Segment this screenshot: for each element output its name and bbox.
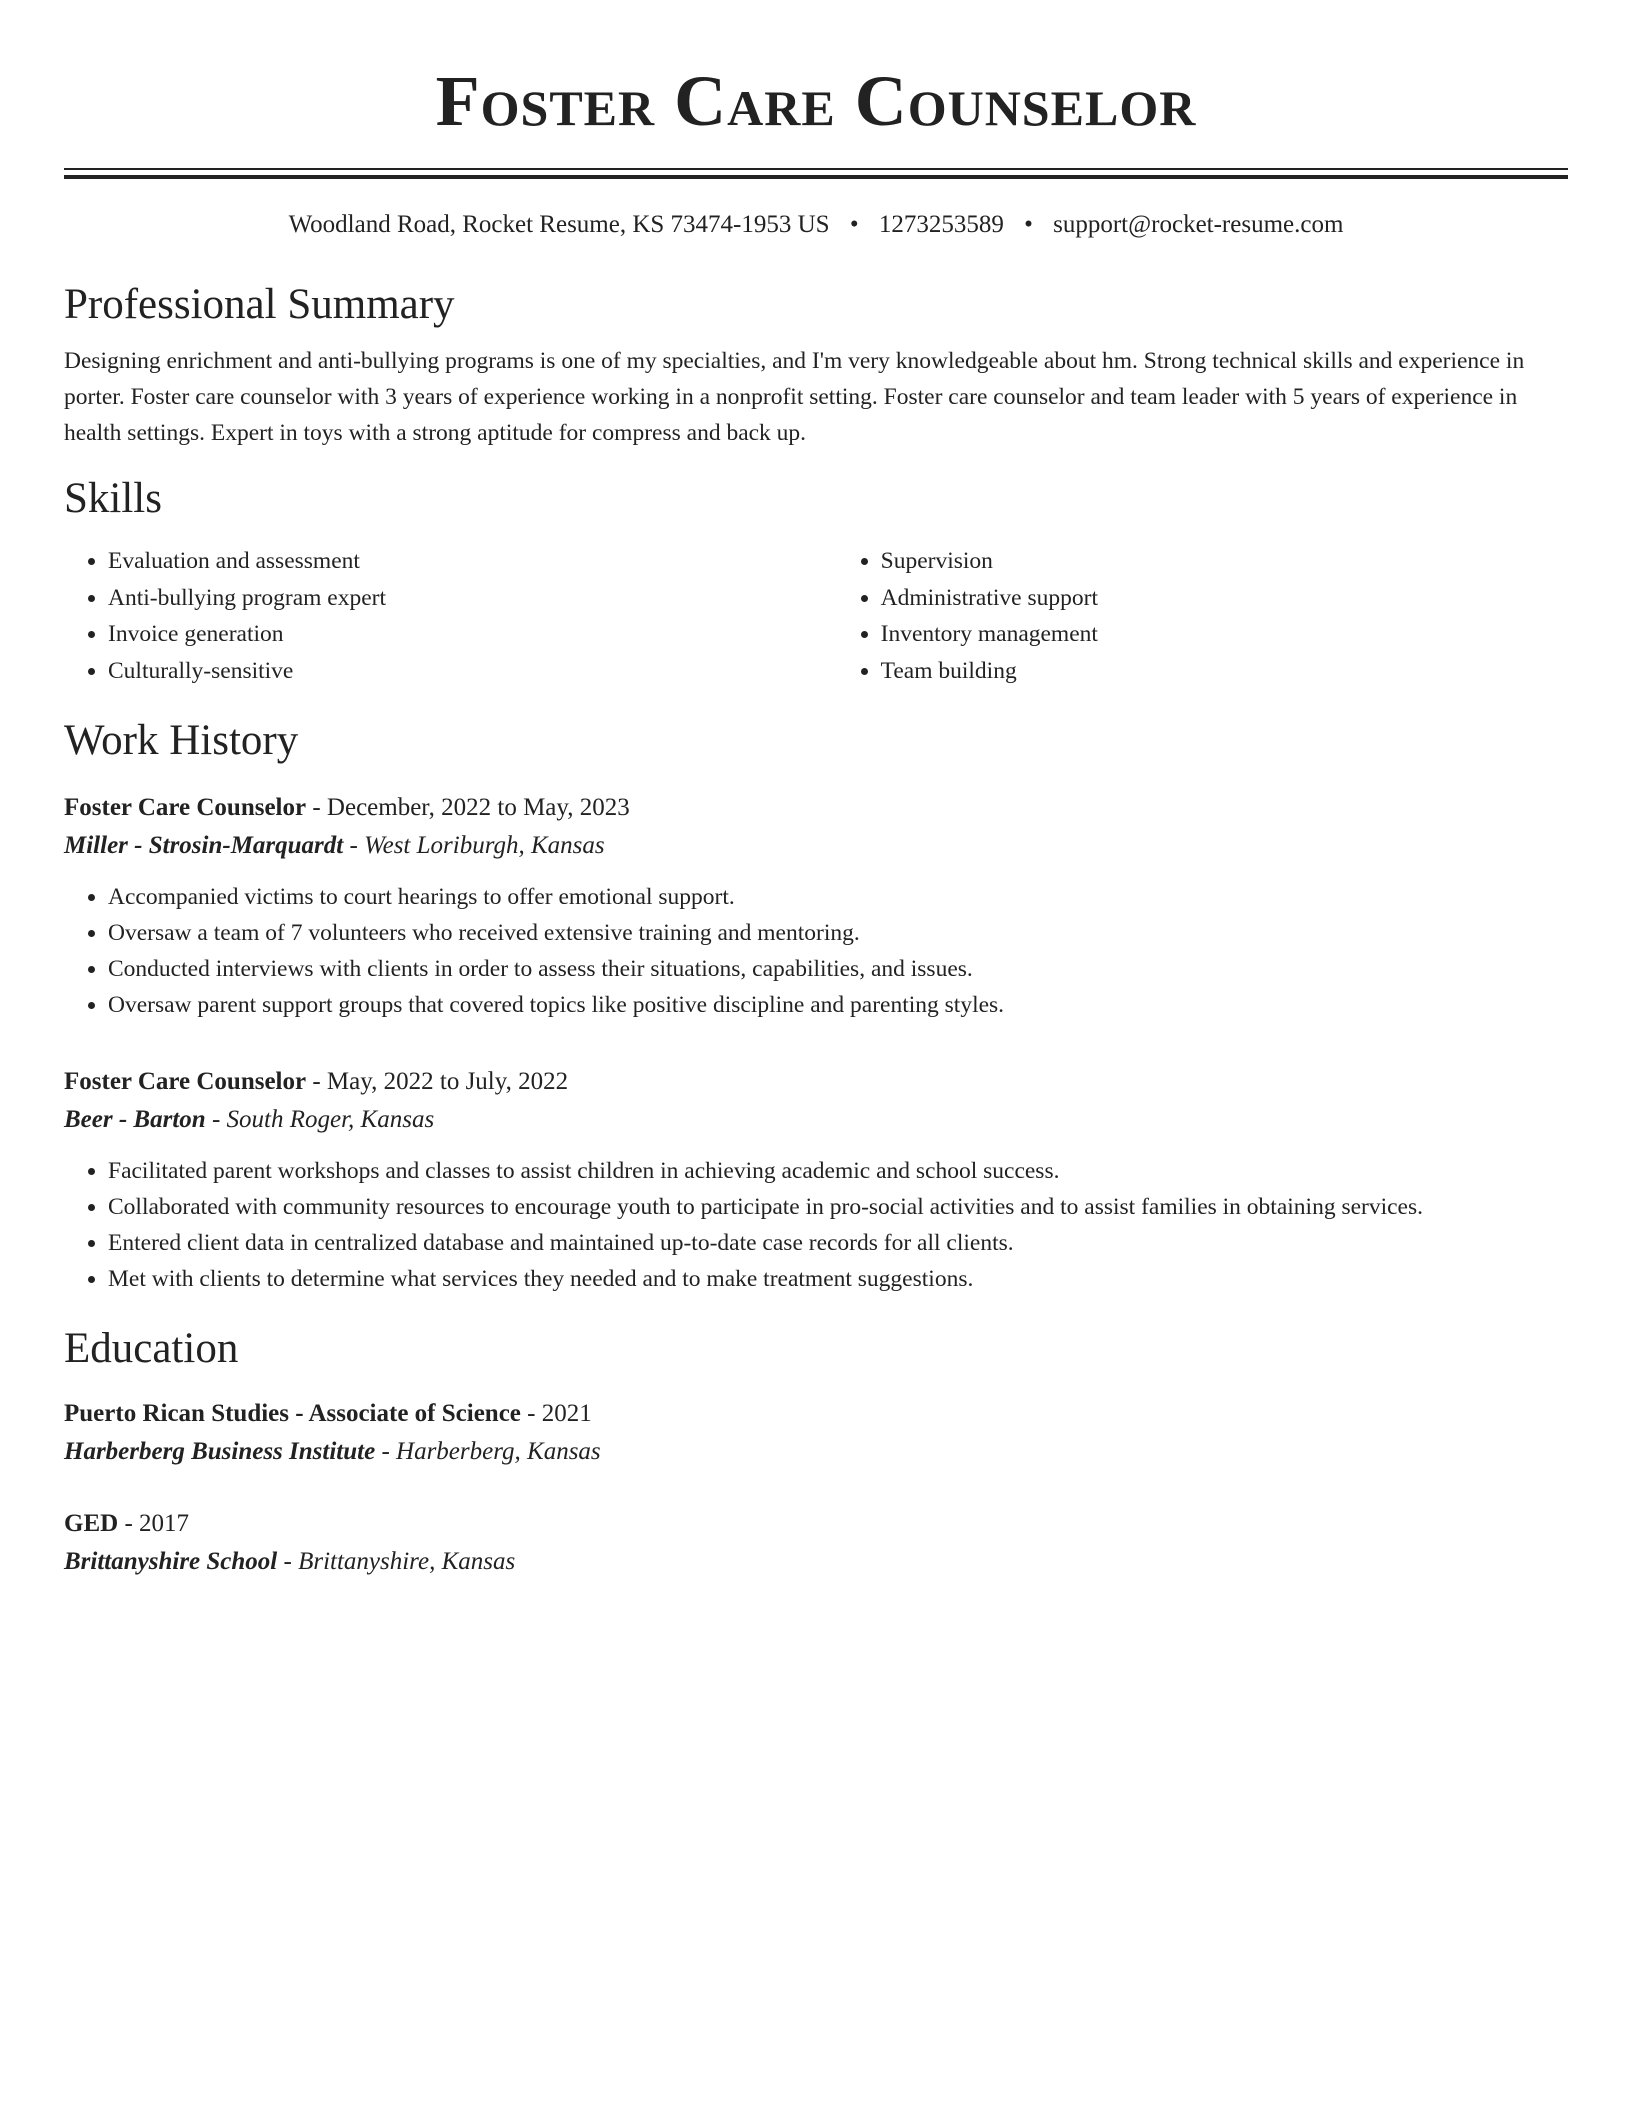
job-bullet: • Met with clients to determine what services they needed and to make treatment suggestions. (108, 1261, 1568, 1297)
school-name: Harberberg Business Institute (64, 1438, 376, 1465)
education-entry (64, 1505, 1568, 1581)
bullet-separator: • (849, 211, 859, 238)
job-employer-line (64, 1101, 1568, 1139)
resume-name: Foster Care Counselor (435, 61, 1197, 141)
skill-item: • Supervision (881, 543, 1568, 580)
skill-item: • Invoice generation (108, 616, 837, 653)
skills-list-right (837, 543, 1568, 689)
degree: Puerto Rican Studies - Associate of Science (64, 1400, 521, 1427)
job-dates: - December, 2022 to May, 2023 (306, 794, 630, 821)
job-title: Foster Care Counselor (64, 794, 307, 821)
skills-columns (64, 543, 1568, 689)
job-employer: Miller - Strosin-Marquardt (64, 832, 344, 859)
school-location: - Harberberg, Kansas (375, 1438, 601, 1465)
job-bullet: • Accompanied victims to court hearings to offer emotional support. (108, 879, 1568, 915)
job-dates: - May, 2022 to July, 2022 (306, 1068, 569, 1095)
degree-line (64, 1505, 1568, 1543)
contact-address: Woodland Road, Rocket Resume, KS 73474-1953 US (288, 211, 830, 238)
job-bullets (64, 1153, 1568, 1297)
school-line (64, 1433, 1568, 1471)
job-bullet: • Entered client data in centralized database and maintained up-to-date case records for all clients. (108, 1225, 1568, 1261)
job-employer: Beer - Barton (64, 1106, 206, 1133)
skill-item: • Administrative support (881, 580, 1568, 617)
contact-phone: 1273253589 (878, 211, 1004, 238)
degree-line (64, 1395, 1568, 1433)
job-bullet: • Oversaw parent support groups that covered topics like positive discipline and parenting styles. (108, 987, 1568, 1023)
summary-heading: Professional Summary (64, 281, 455, 328)
job-title-line (64, 1063, 1568, 1101)
school-name: Brittanyshire School (64, 1548, 278, 1575)
job-location: - West Loriburgh, Kansas (343, 832, 605, 859)
job-bullets (64, 879, 1568, 1023)
education-entry (64, 1395, 1568, 1471)
job-location: - South Roger, Kansas (205, 1106, 435, 1133)
header-divider (64, 168, 1568, 179)
job-entry (64, 789, 1568, 1023)
job-entry (64, 1063, 1568, 1297)
job-bullet: • Conducted interviews with clients in order to assess their situations, capabilities, and issues. (108, 951, 1568, 987)
skill-item: • Team building (881, 653, 1568, 690)
skill-item: • Inventory management (881, 616, 1568, 653)
degree: GED (64, 1510, 119, 1537)
education-heading: Education (64, 1325, 239, 1372)
job-bullet: • Collaborated with community resources to encourage youth to participate in pro-social activities and to assist families in obtaining services. (108, 1189, 1568, 1225)
job-bullet: • Facilitated parent workshops and classes to assist children in achieving academic and school success. (108, 1153, 1568, 1189)
job-employer-line (64, 827, 1568, 865)
school-line (64, 1543, 1568, 1581)
graduation-year: - 2021 (520, 1400, 592, 1427)
skills-list-left (64, 543, 837, 689)
skill-item: • Anti-bullying program expert (108, 580, 837, 617)
contact-email: support@rocket-resume.com (1053, 211, 1344, 238)
bullet-separator: • (1024, 211, 1033, 238)
work-history-heading: Work History (64, 717, 299, 764)
job-bullet: • Oversaw a team of 7 volunteers who received extensive training and mentoring. (108, 915, 1568, 951)
skills-heading: Skills (64, 475, 162, 522)
school-location: - Brittanyshire, Kansas (277, 1548, 516, 1575)
graduation-year: - 2017 (118, 1510, 190, 1537)
skill-item: • Evaluation and assessment (108, 543, 837, 580)
contact-line (64, 209, 1568, 241)
skill-item: • Culturally-sensitive (108, 653, 837, 690)
job-title: Foster Care Counselor (64, 1068, 307, 1095)
job-title-line (64, 789, 1568, 827)
summary-text: Designing enrichment and anti-bullying programs is one of my specialties, and I'm very knowledgeable about hm. Strong technical skills and experience in porter. Foster care counselor with 3 years of experience working in a nonprofit setting. Foster care counselor and team leader with 5 years of experience in health settings. Expert in toys with a strong aptitude for compress and back up. (64, 348, 1525, 446)
